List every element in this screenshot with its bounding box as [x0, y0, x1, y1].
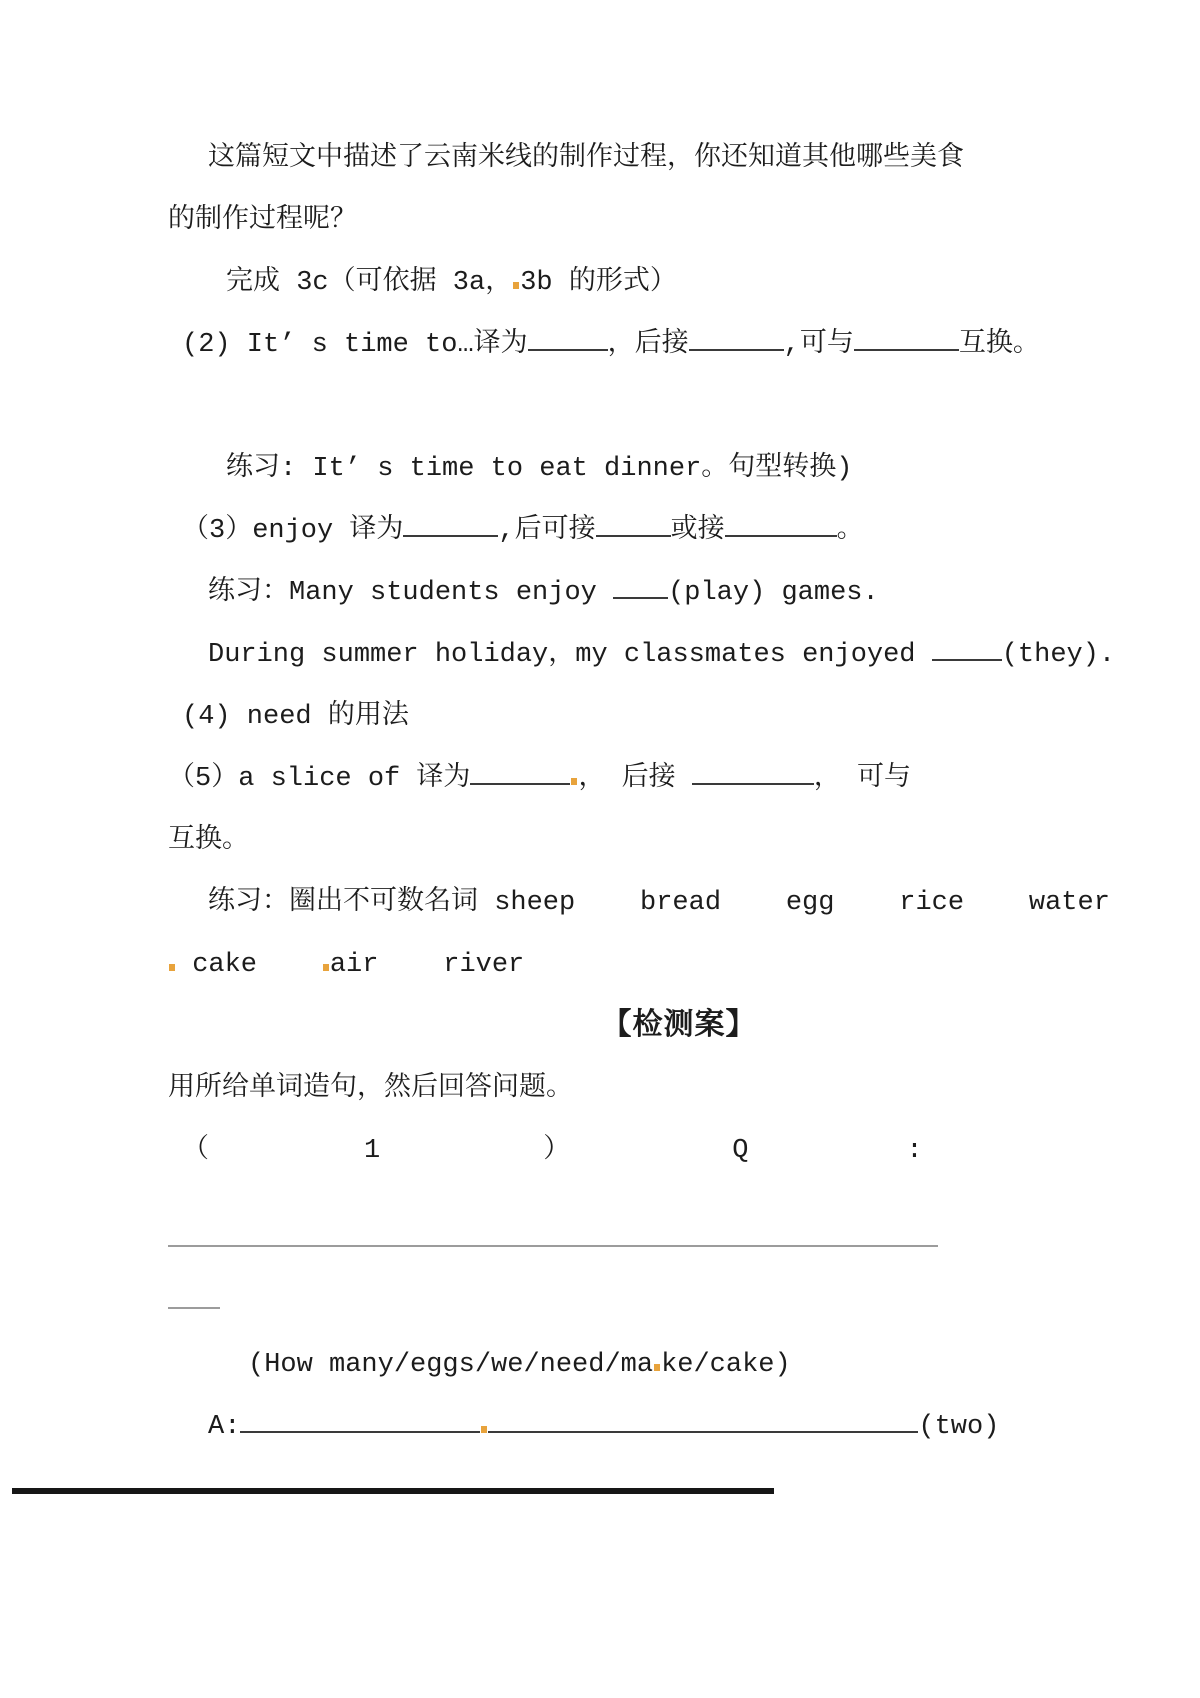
fill-in-blank: [725, 501, 837, 537]
numbered-answer-row: [168, 1120, 1140, 1182]
text-run: 3b 的形式）: [520, 268, 677, 298]
text-run: 这篇短文中描述了云南米线的制作过程，你还知道其他哪些美食: [208, 144, 964, 174]
intro-line-1: [168, 128, 1140, 190]
fill-in-blank: [470, 749, 570, 785]
text-run: 互换。: [168, 826, 249, 856]
text-run: （3）enjoy 译为: [182, 516, 404, 546]
spacer: [570, 1147, 732, 1157]
spacer: [209, 1147, 364, 1157]
answer-line: [168, 1273, 220, 1309]
grammar-point-4: [168, 686, 1140, 748]
text-run: ）: [543, 1136, 571, 1166]
orange-mark: [323, 964, 329, 971]
text-run: （5）a slice of 译为: [168, 764, 471, 794]
text-run: A:: [208, 1412, 241, 1442]
text-run: During summer holiday，my classmates enjoyed: [208, 640, 932, 670]
text-run: (2) It’ s time to…译为: [182, 330, 528, 360]
word-options-row: [168, 934, 1140, 996]
answer-writing-line-short: [168, 1272, 1140, 1334]
text-run: 的制作过程呢？: [168, 206, 357, 236]
text-run: 或接: [670, 516, 725, 546]
section-heading: [168, 996, 1140, 1058]
fill-in-blank: [689, 315, 784, 351]
answer-writing-line: [168, 1210, 1140, 1272]
text-run: ， 后接: [578, 764, 692, 794]
orange-mark: [654, 1364, 660, 1371]
text-run: 。: [836, 516, 864, 546]
text-run: 【检测案】: [601, 1010, 757, 1044]
practice-circle-uncountable: [168, 872, 1140, 934]
text-run: （: [182, 1136, 209, 1166]
fill-in-blank: [488, 1397, 918, 1433]
grammar-point-2: [168, 314, 1140, 376]
orange-mark: [169, 964, 175, 971]
grammar-point-3: [168, 500, 1140, 562]
text-run: cake: [176, 950, 322, 980]
text-run: 练习: It’ s time to eat dinner。句型转换): [226, 454, 853, 484]
intro-line-2: [168, 190, 1140, 252]
orange-mark: [571, 778, 577, 785]
text-run: ， 可与: [813, 764, 912, 794]
spacer: [748, 1147, 906, 1157]
orange-mark: [481, 1426, 487, 1433]
text-run: 完成 3c（可依据 3a，: [226, 268, 513, 298]
text-run: air river: [329, 950, 525, 980]
text-run: 练习：Many students enjoy: [208, 578, 614, 608]
text-run: Q: [732, 1136, 749, 1166]
text-run: 用所给单词造句，然后回答问题。: [168, 1074, 573, 1104]
spacer: [380, 1147, 543, 1157]
fill-in-blank: [613, 563, 668, 599]
practice-enjoy-fill-2: [168, 624, 1140, 686]
answer-a-line: [168, 1396, 1140, 1458]
text-run: ,可与: [783, 330, 854, 360]
text-run: (How many/eggs/we/need/ma: [248, 1350, 654, 1380]
text-run: (play) games.: [668, 578, 879, 608]
practice-enjoy-fill-1: [168, 562, 1140, 624]
section-instruction: [168, 1058, 1140, 1120]
grammar-point-5-cont: [168, 810, 1140, 872]
answer-line: [168, 1211, 938, 1247]
fill-in-blank: [596, 501, 671, 537]
text-run: :: [906, 1136, 923, 1166]
fill-in-blank: [528, 315, 608, 351]
text-run: 互换。: [958, 330, 1040, 360]
text-run: ,后可接: [498, 516, 596, 546]
task-3c: [168, 252, 1140, 314]
text-run: ke/cake): [661, 1350, 791, 1380]
fill-in-blank: [240, 1397, 480, 1433]
text-run: 1: [364, 1136, 381, 1166]
page-bottom-rule: [12, 1488, 774, 1494]
text-run: (two): [918, 1412, 1000, 1442]
fill-in-blank: [692, 749, 814, 785]
practice-sentence-transform: [168, 438, 1140, 500]
fill-in-blank: [403, 501, 498, 537]
text-run: (they).: [1001, 640, 1116, 670]
text-run: 练习：圈出不可数名词 sheep bread egg rice water: [208, 888, 1110, 918]
orange-mark: [513, 282, 519, 289]
fill-in-blank: [854, 315, 959, 351]
fill-in-blank: [932, 625, 1002, 661]
text-run: (4) need 的用法: [182, 702, 409, 732]
text-run: ，后接: [607, 330, 689, 360]
word-prompt: [168, 1334, 1140, 1396]
grammar-point-5: [168, 748, 1140, 810]
